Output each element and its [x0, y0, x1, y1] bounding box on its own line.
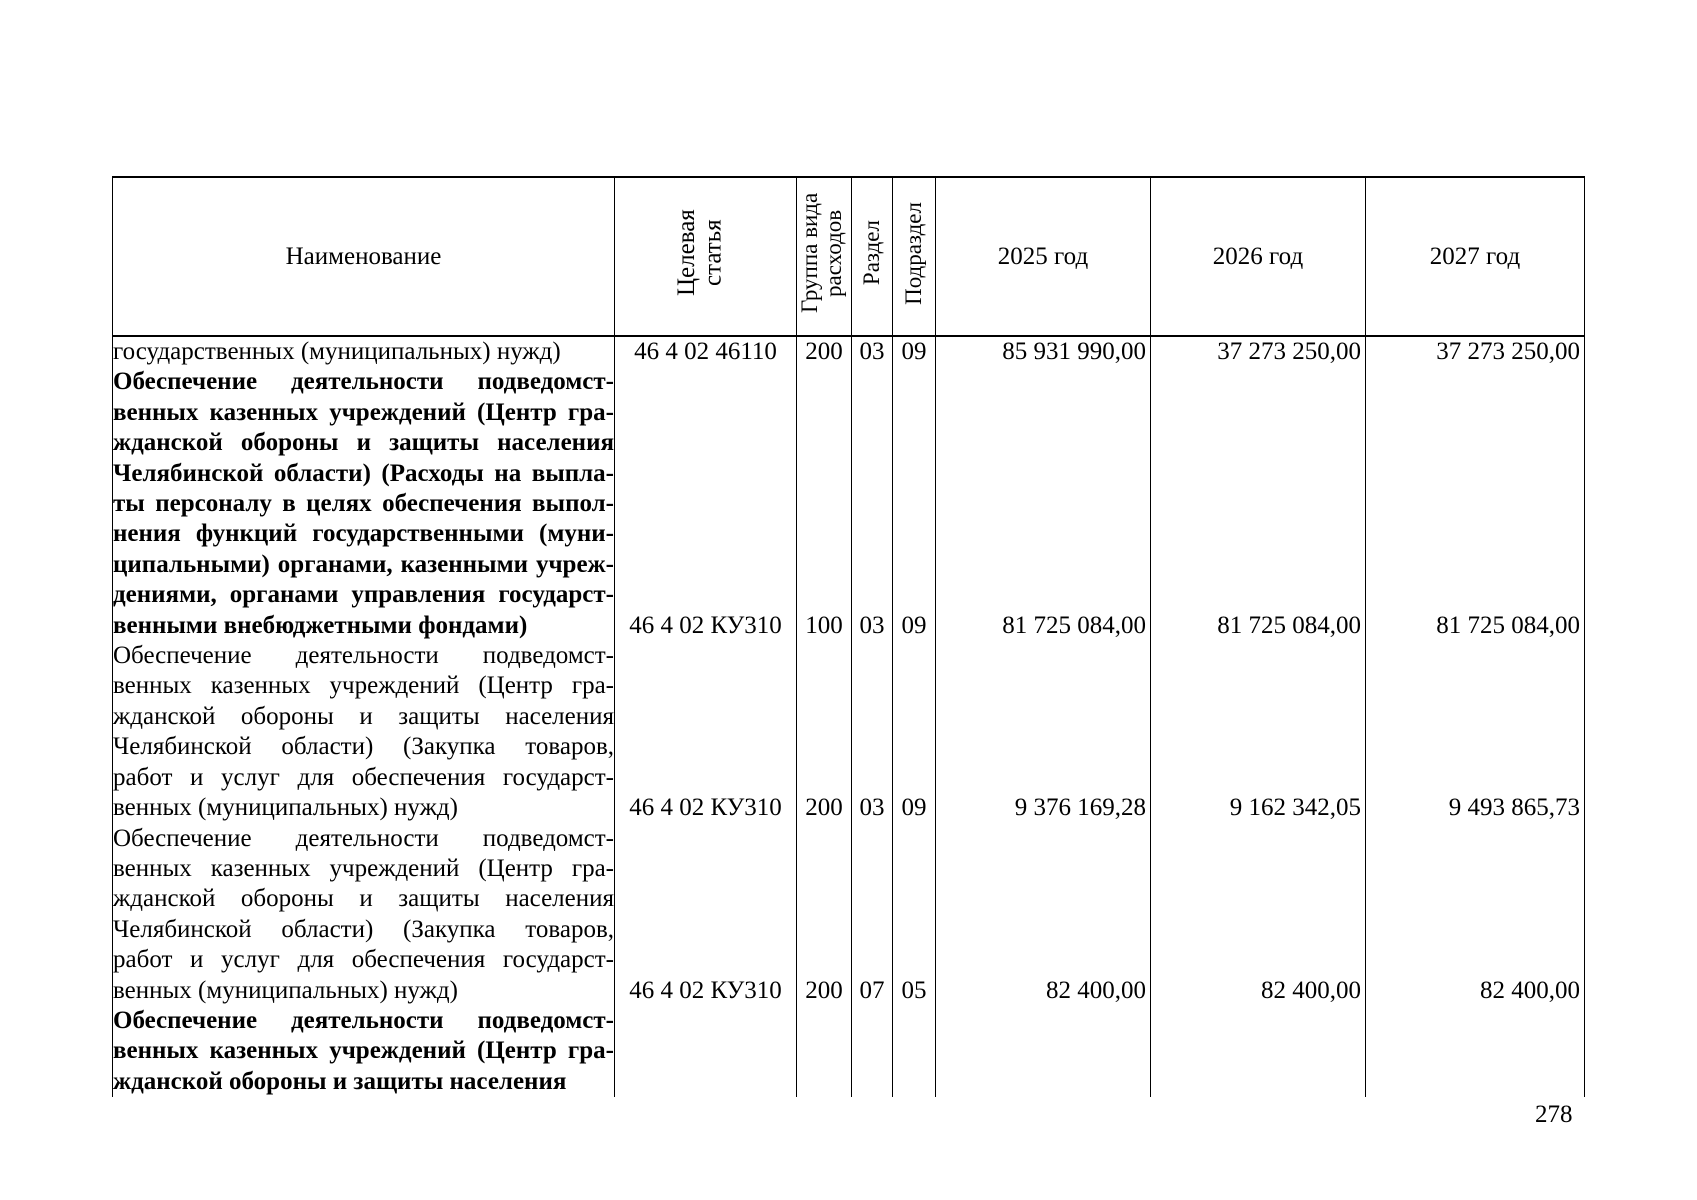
header-section: Раздел — [858, 220, 884, 286]
name-line: ципальными) органами, казенными учреж- — [113, 550, 614, 578]
name-line: венными внебюджетными фондами) — [113, 611, 528, 639]
cell-section: 03 — [852, 367, 893, 641]
name-line: жданской обороны и защиты населения — [113, 1067, 567, 1095]
table-row — [113, 641, 1585, 823]
name-line: Обеспечение деятельности подведомст- — [113, 1006, 614, 1034]
cell-target — [615, 1006, 797, 1097]
cell-2026: 37 273 250,00 — [1151, 336, 1366, 367]
header-target: Целевая статья — [672, 209, 726, 297]
name-line: государственных (муниципальных) нужд) — [113, 338, 561, 365]
page-number: 278 — [1535, 1101, 1573, 1128]
cell-2025: 81 725 084,00 — [936, 367, 1151, 641]
name-line: жданской обороны и защиты населения — [113, 885, 614, 913]
name-line: Обеспечение деятельности подведомст- — [113, 642, 614, 670]
cell-subsection: 05 — [893, 824, 936, 1006]
cell-target: 46 4 02 КУ310 — [615, 824, 797, 1006]
cell-subsection — [893, 1006, 936, 1097]
name-line: венных казенных учреждений (Центр гра- — [113, 398, 614, 426]
header-2026: 2026 год — [1151, 177, 1366, 336]
name-line: жданской обороны и защиты населения — [113, 702, 614, 730]
cell-2027 — [1366, 1006, 1585, 1097]
cell-name — [113, 641, 615, 823]
cell-2025 — [936, 1006, 1151, 1097]
cell-name — [113, 367, 615, 641]
name-line: венных казенных учреждений (Центр гра- — [113, 672, 614, 700]
cell-target: 46 4 02 КУ310 — [615, 641, 797, 823]
table-row — [113, 824, 1585, 1006]
name-line: венных (муниципальных) нужд) — [113, 976, 458, 1004]
cell-section — [852, 1006, 893, 1097]
cell-section: 03 — [852, 641, 893, 823]
header-2027: 2027 год — [1366, 177, 1585, 336]
cell-subsection: 09 — [893, 336, 936, 367]
table-row — [113, 336, 1585, 367]
cell-2026: 9 162 342,05 — [1151, 641, 1366, 823]
table-row — [113, 367, 1585, 641]
cell-name — [113, 824, 615, 1006]
name-line: Обеспечение деятельности подведомст- — [113, 824, 614, 852]
cell-2025: 85 931 990,00 — [936, 336, 1151, 367]
name-line: нения функций государственными (муни- — [113, 520, 614, 548]
cell-2027: 82 400,00 — [1366, 824, 1585, 1006]
name-line: жданской обороны и защиты населения — [113, 429, 614, 457]
cell-group: 200 — [797, 824, 852, 1006]
name-line: Челябинской области) (Закупка товаров, — [113, 733, 614, 761]
header-subsection: Подраздел — [900, 201, 926, 305]
name-line: работ и услуг для обеспечения государст- — [113, 763, 614, 791]
cell-2025: 82 400,00 — [936, 824, 1151, 1006]
cell-subsection: 09 — [893, 367, 936, 641]
header-group: Группа вида расходов — [797, 192, 847, 314]
cell-section: 07 — [852, 824, 893, 1006]
cell-section: 03 — [852, 336, 893, 367]
name-line: Обеспечение деятельности подведомст- — [113, 368, 614, 396]
header-2025: 2025 год — [936, 177, 1151, 336]
name-line: Челябинской области) (Расходы на выпла- — [113, 459, 614, 487]
cell-target: 46 4 02 46110 — [615, 336, 797, 367]
cell-2026 — [1151, 1006, 1366, 1097]
cell-2026: 81 725 084,00 — [1151, 367, 1366, 641]
cell-2025: 9 376 169,28 — [936, 641, 1151, 823]
budget-table — [112, 176, 1585, 1097]
name-line: венных казенных учреждений (Центр гра- — [113, 1037, 614, 1065]
cell-name — [113, 336, 615, 367]
table-row — [113, 1006, 1585, 1097]
table-header-row — [113, 177, 1585, 336]
cell-2027: 9 493 865,73 — [1366, 641, 1585, 823]
name-line: венных казенных учреждений (Центр гра- — [113, 854, 614, 882]
cell-subsection: 09 — [893, 641, 936, 823]
cell-2027: 81 725 084,00 — [1366, 367, 1585, 641]
cell-2027: 37 273 250,00 — [1366, 336, 1585, 367]
cell-group: 200 — [797, 336, 852, 367]
cell-2026: 82 400,00 — [1151, 824, 1366, 1006]
name-line: венных (муниципальных) нужд) — [113, 794, 458, 822]
cell-name — [113, 1006, 615, 1097]
cell-target: 46 4 02 КУ310 — [615, 367, 797, 641]
header-name: Наименование — [113, 177, 615, 336]
cell-group — [797, 1006, 852, 1097]
cell-group: 200 — [797, 641, 852, 823]
name-line: Челябинской области) (Закупка товаров, — [113, 915, 614, 943]
name-line: ты персоналу в целях обеспечения выпол- — [113, 490, 614, 518]
cell-group: 100 — [797, 367, 852, 641]
name-line: работ и услуг для обеспечения государст- — [113, 946, 614, 974]
name-line: дениями, органами управления государст- — [113, 581, 614, 609]
